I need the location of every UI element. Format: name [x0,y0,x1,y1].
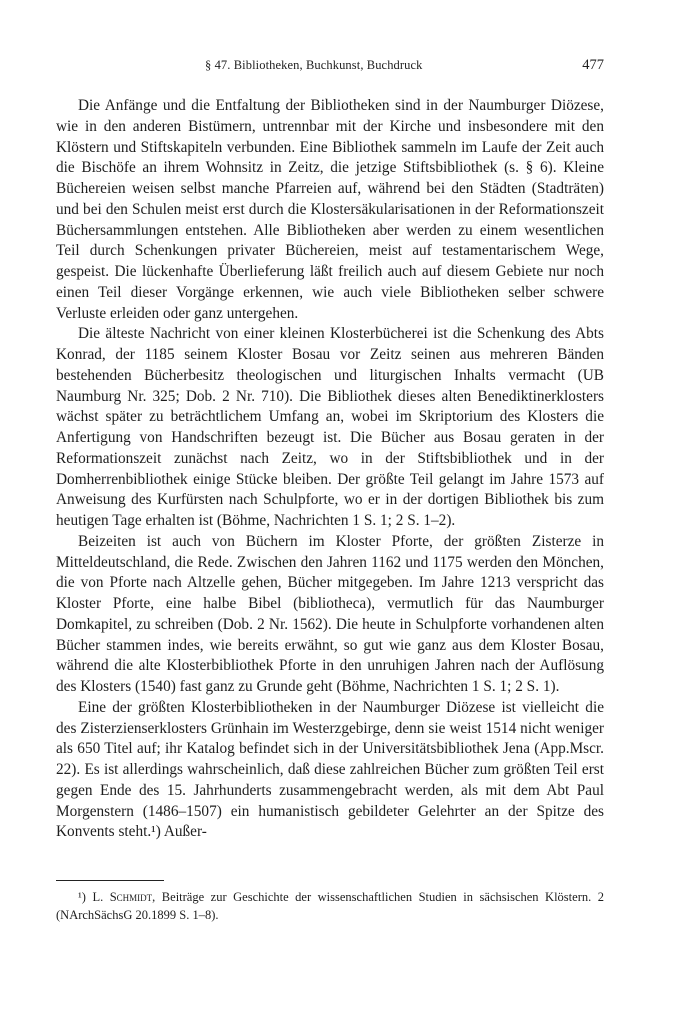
footnote-text: , Beiträge zur Geschichte der wissenschaftlichen Studien in sächsischen Klöstern. 2 (NArchSächsG 20.1899 S. 1–8). [56,890,604,922]
footnote-marker: ¹) [78,890,86,904]
footnote-author: L. Schmidt [92,890,153,904]
footnote [56,888,604,924]
running-title: § 47. Bibliotheken, Buchkunst, Buchdruck [205,58,423,72]
body-text [56,96,604,843]
paragraph: Beizeiten ist auch von Büchern im Kloster Pforte, der größten Zisterze in Mitteldeutschland, die Rede. Zwischen den Jahren 1162 und 1175 werden den Mönchen, die von Pforte nach Altzelle gehen, Bücher mitgegeben. Im Jahre 1213 verspricht das Kloster Pforte, eine halbe Bibel (bibliotheca), vermutlich für das Naumburger Domkapitel, zu schreiben (Dob. 2 Nr. 1562). Die heute in Schulpforte vorhandenen alten Bücher stammen indes, wie bereits erwähnt, so gut wie ganz aus dem Kloster Bosau, während die alte Klosterbibliothek Pforte in den unruhigen Jahren nach der Auflösung des Klosters (1540) fast ganz zu Grunde geht (Böhme, Nachrichten 1 S. 1; 2 S. 1). [56,532,604,695]
page-number: 477 [582,57,604,73]
paragraph: Die Anfänge und die Entfaltung der Bibliotheken sind in der Naumburger Diözese, wie in den anderen Bistümern, untrennbar mit der Kirche und insbesondere mit den Klöstern und Stiftskapiteln verbunden. Eine Bibliothek sammeln im Laufe der Zeit auch die Bischöfe an ihrem Wohnsitz in Zeitz, die jetzige Stiftsbibliothek (s. § 6). Kleine Büchereien weisen selbst manche Pfarreien auf, während bei den Städten (Stadträten) und bei den Schulen meist erst durch die Klostersäkularisationen in der Reformationszeit Büchersammlungen entstehen. Alle Bibliotheken aber werden zu einem wesentlichen Teil durch Schenkungen privater Büchereien, meist auf testamentarischem Wege, gespeist. Die lückenhafte Überlieferung läßt freilich auch auf diesem Gebiete nur noch einen Teil dieser Vorgänge erkennen, wie auch viele Bibliotheken selber schwere Verluste erleiden oder ganz untergehen. [56,97,604,322]
footnote-divider [56,880,164,881]
paragraph: Die älteste Nachricht von einer kleinen Klosterbücherei ist die Schenkung des Abts Konrad, der 1185 seinem Kloster Bosau vor Zeitz seinen aus mehreren Bänden bestehenden Bücherbesitz theologischen und liturgischen Inhalts vermacht (UB Naumburg Nr. 325; Dob. 2 Nr. 710). Die Bibliothek dieses alten Benediktinerklosters wächst später zu beträchtlichem Umfang an, wobei im Skriptorium des Klosters die Anfertigung von Handschriften bezeugt ist. Die Bücher aus Bosau geraten in der Reformationszeit zunächst nach Zeitz, wo in der Stiftsbibliothek und in der Domherrenbibliothek einige Stücke bleiben. Der größte Teil gelangt im Jahre 1573 auf Anweisung des Kurfürsten nach Schulpforte, wo er in der dortigen Bibliothek bis zum heutigen Tage erhalten ist (Böhme, Nachrichten 1 S. 1; 2 S. 1–2). [56,325,604,529]
paragraph: Eine der größten Klosterbibliotheken in der Naumburger Diözese ist vielleicht die des Zisterzienserklosters Grünhain im Westerzgebirge, denn sie weist 1514 nicht weniger als 650 Titel auf; ihr Katalog befindet sich in der Universitätsbibliothek Jena (App.Mscr. 22). Es ist allerdings wahrscheinlich, daß diese zahlreichen Bücher zum größten Teil erst gegen Ende des 15. Jahrhunderts zusammengebracht werden, als mit dem Abt Paul Morgenstern (1486–1507) ein humanistisch gebildeter Gelehrter an der Spitze des Konvents steht.¹) Außer- [56,698,604,841]
